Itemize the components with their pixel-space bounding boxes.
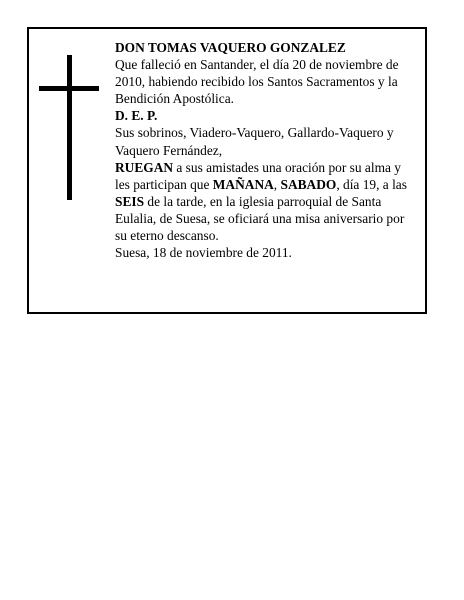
cross-vertical-bar bbox=[67, 55, 72, 200]
request-paragraph bbox=[115, 159, 415, 244]
notice-text bbox=[115, 39, 415, 261]
request-word-manana: MAÑANA bbox=[212, 176, 274, 192]
request-word-ruegan: RUEGAN bbox=[115, 159, 174, 175]
request-word-seis: SEIS bbox=[115, 193, 145, 209]
family-line: Sus sobrinos, Viadero-Vaquero, Gallardo-Vaquero y Vaquero Fernández, bbox=[115, 125, 394, 158]
request-text-2: , bbox=[273, 176, 281, 192]
request-text-1: a sus amistades una oración por su alma y les participan que bbox=[115, 159, 401, 192]
cross-horizontal-bar bbox=[39, 86, 99, 91]
cross-icon bbox=[39, 55, 99, 200]
request-text-4: de la tarde, en la iglesia parroquial de Santa Eulalia, de Suesa, se oficiará una misa aniversario por su eterno descanso. bbox=[115, 193, 405, 244]
deceased-name: DON TOMAS VAQUERO GONZALEZ bbox=[115, 40, 346, 55]
rip-line: D. E. P. bbox=[115, 108, 158, 124]
obituary-notice bbox=[27, 27, 427, 314]
request-word-sabado: SABADO bbox=[280, 176, 337, 192]
place-date: Suesa, 18 de noviembre de 2011. bbox=[115, 245, 292, 261]
request-text-3: , día 19, a las bbox=[336, 176, 407, 192]
death-details: Que falleció en Santander, el día 20 de noviembre de 2010, habiendo recibido los Santos Sacramentos y la Bendición Apostólica. bbox=[115, 57, 399, 107]
